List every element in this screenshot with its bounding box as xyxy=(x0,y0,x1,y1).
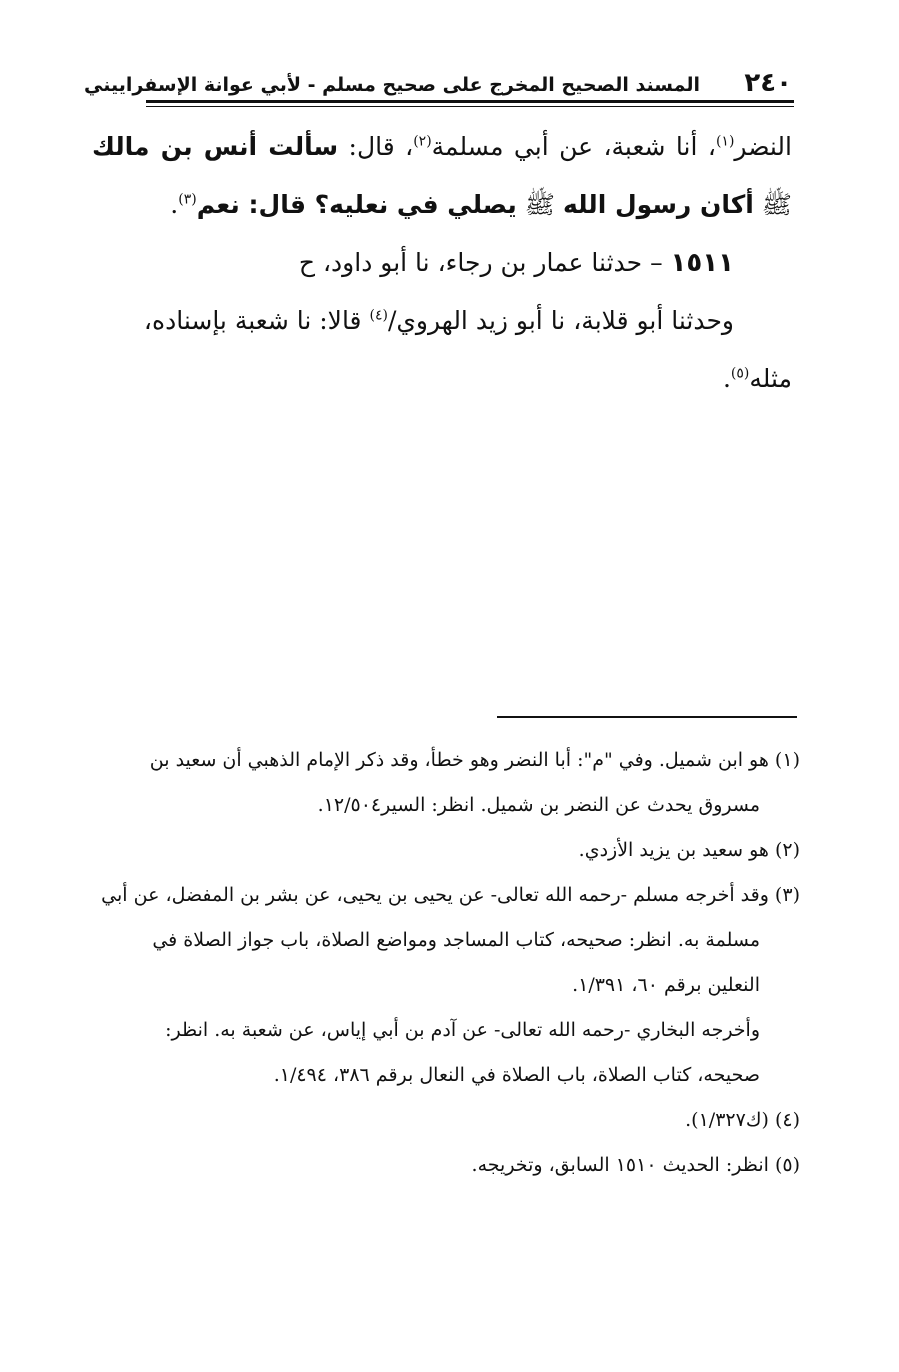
bold-text: سألت أنس بن مالك xyxy=(92,132,339,161)
footnote-ref: (٤) xyxy=(369,307,388,324)
text-segment: . xyxy=(170,190,179,219)
bold-text: أكان رسول الله xyxy=(562,190,754,219)
paragraph-3 xyxy=(92,292,792,350)
text-segment: ، قال: xyxy=(338,132,414,161)
footnote-1-continued: مسروق يحدث عن النضر بن شميل. انظر: السير١٢/٥٠٤. xyxy=(317,794,760,816)
bold-text: يصلي في نعليه؟ قال: نعم xyxy=(196,190,517,219)
paragraph-4 xyxy=(92,350,792,408)
footnote-3-continued: وأخرجه البخاري -رحمه الله تعالى- عن آدم بن أبي إياس، عن شعبة به. انظر: xyxy=(165,1019,760,1041)
text-segment: مثله xyxy=(749,364,792,393)
footnote-4: (٤) (ك١/٣٢٧). xyxy=(685,1109,800,1131)
honorific-glyph: ﷺ xyxy=(524,190,555,219)
footnote-ref: (٥) xyxy=(730,365,750,382)
text-segment: ، أنا شعبة، عن أبي مسلمة xyxy=(431,132,716,161)
honorific-glyph: ﷺ xyxy=(761,190,792,219)
footnote-ref: (٣) xyxy=(178,191,197,208)
footnote-3-continued: مسلمة به. انظر: صحيحه، كتاب المساجد ومواضع الصلاة، باب جواز الصلاة في xyxy=(152,929,760,951)
footnote-ref: (٢) xyxy=(413,133,432,150)
hadith-number: ١٥١١ xyxy=(670,248,734,278)
text-segment: – حدثنا عمار بن رجاء، نا أبو داود، ح xyxy=(298,248,663,277)
footnote-5: (٥) انظر: الحديث ١٥١٠ السابق، وتخريجه. xyxy=(471,1154,800,1176)
text-segment: قالا: نا شعبة بإسناده، xyxy=(143,306,370,335)
footnote-separator xyxy=(497,716,797,718)
footnote-ref: (١) xyxy=(715,133,735,150)
footnote-2: (٢) هو سعيد بن يزيد الأزدي. xyxy=(578,839,800,861)
paragraph-1 xyxy=(92,118,792,234)
footnotes xyxy=(88,738,800,1188)
text-segment: وحدثنا أبو قلابة، نا أبو زيد الهروي/ xyxy=(387,306,734,335)
main-text xyxy=(92,118,792,408)
page-number: ٢٤٠ xyxy=(744,68,792,98)
footnote-3-continued: النعلين برقم ٦٠، ١/٣٩١. xyxy=(572,974,760,996)
footnote-1: (١) هو ابن شميل. وفي "م": أبا النضر وهو خطأ، وقد ذكر الإمام الذهبي أن سعيد بن xyxy=(149,749,800,771)
footnote-3: (٣) وقد أخرجه مسلم -رحمه الله تعالى- عن يحيى بن يحيى، عن بشر بن المفضل، عن أبي xyxy=(101,884,800,906)
header-rule-thin xyxy=(146,106,794,107)
text-segment: . xyxy=(722,364,731,393)
running-title: المسند الصحيح المخرج على صحيح مسلم - لأبي عوانة الإسفراييني xyxy=(84,74,700,96)
header-rule-thick xyxy=(146,100,794,103)
hadith-line xyxy=(92,234,792,292)
text-segment: النضر xyxy=(734,132,792,161)
footnote-3-continued: صحيحه، كتاب الصلاة، باب الصلاة في النعال برقم ٣٨٦، ١/٤٩٤. xyxy=(273,1064,760,1086)
